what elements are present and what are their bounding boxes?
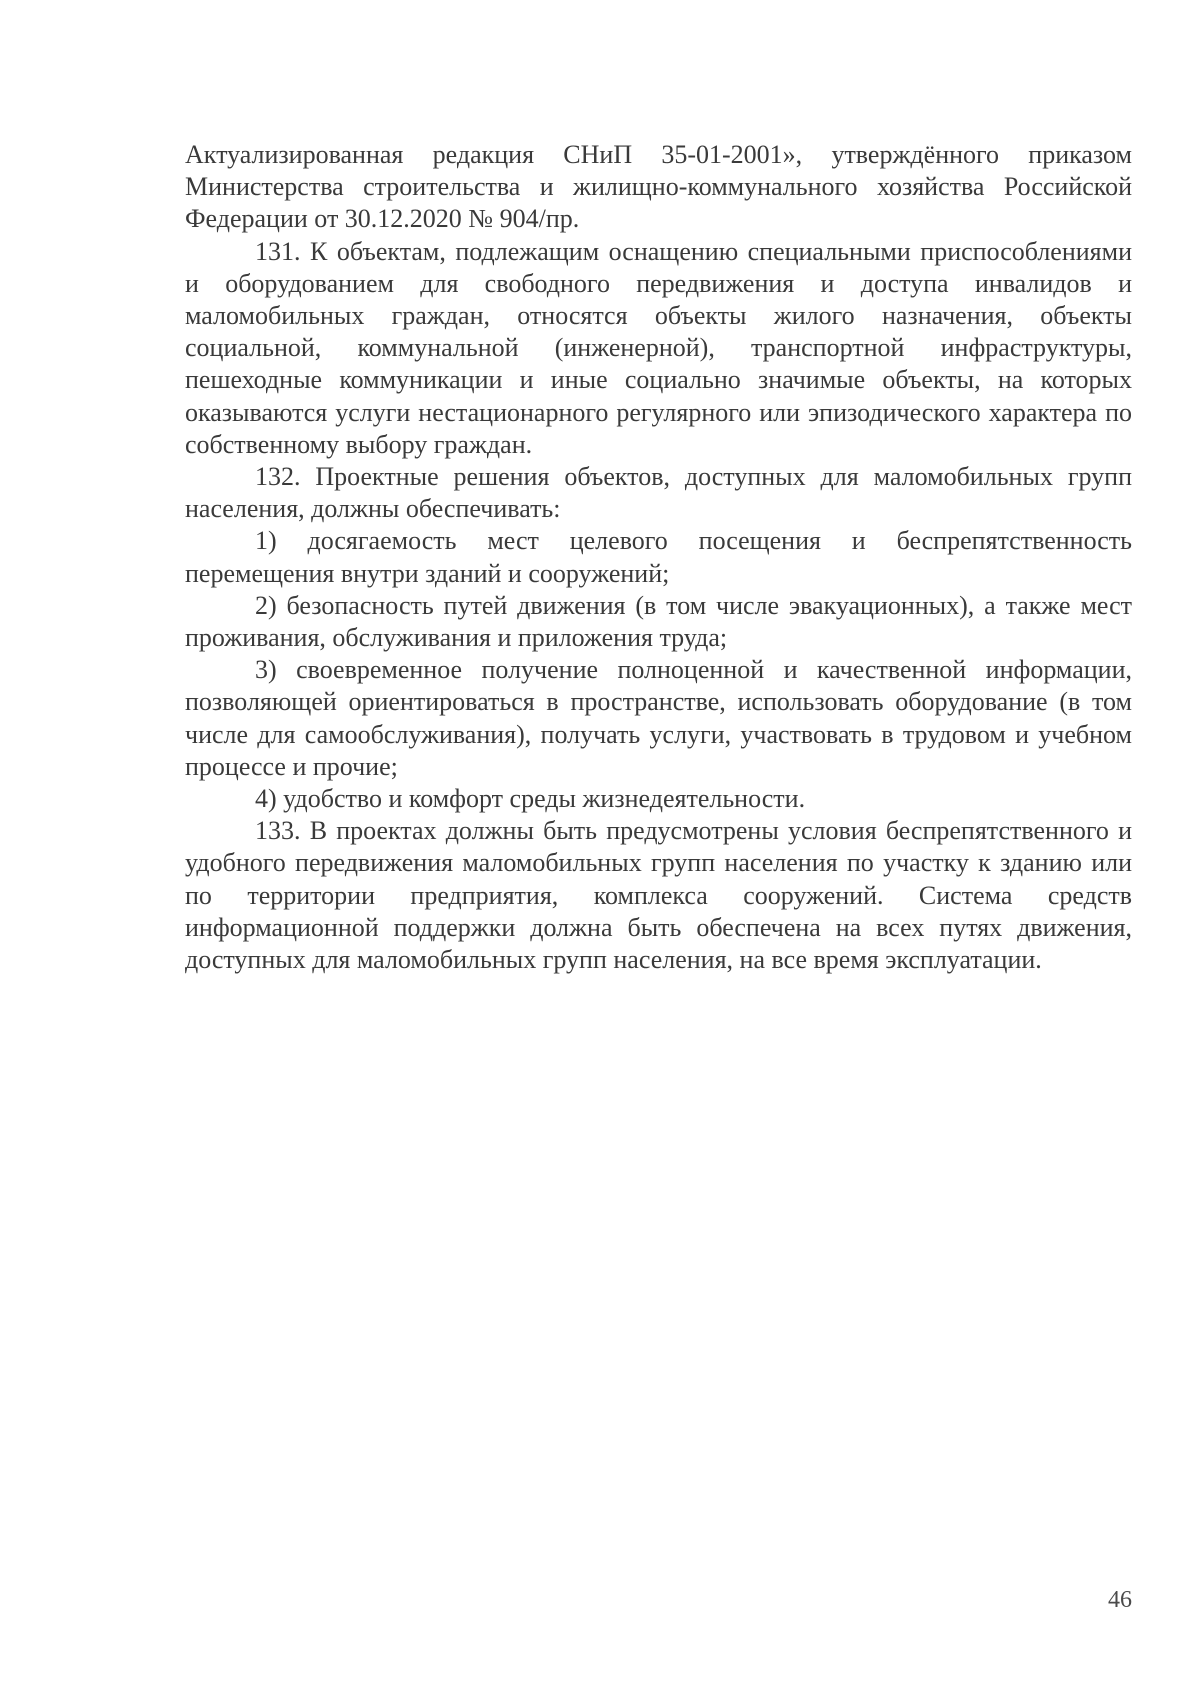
list-item-1: 1) досягаемость мест целевого посещения и беспрепятственность перемещения внутри зданий и сооружений; [185, 526, 1132, 588]
paragraph-133: 133. В проектах должны быть предусмотрены условия беспрепятственного и удобного передвижения маломобильных групп населения по участку к зданию или по территории предприятия, комплекса сооружений. Система средств информационной поддержки должна быть обеспечена на всех путях движения, доступных для маломобильных групп населения, на все время эксплуатации. [185, 816, 1132, 975]
list-item-2: 2) безопасность путей движения (в том числе эвакуационных), а также мест проживания, обслуживания и приложения труда; [185, 590, 1132, 653]
page-number: 46 [1108, 1587, 1132, 1613]
paragraph-131: 131. К объектам, подлежащим оснащению специальными приспособлениями и оборудованием для свободного передвижения и доступа инвалидов и маломобильных граждан, относятся объекты жилого назначения, объекты социальной, коммунальной (инженерной), транспортной инфраструктуры, пешеходные коммуникации и иные социально значимые объекты, на которых оказываются услуги нестационарного регулярного или эпизодического характера по собственному выбору граждан. [185, 236, 1132, 459]
document-body [185, 139, 1132, 976]
paragraph-132: 132. Проектные решения объектов, доступных для маломобильных групп населения, должны обеспечивать: [185, 462, 1132, 524]
paragraph-continuation: Актуализированная редакция СНиП 35-01-2001», утверждённого приказом Министерства строительства и жилищно-коммунального хозяйства Российской Федерации от 30.12.2020 № 904/пр. [185, 140, 1132, 234]
list-item-3: 3) своевременное получение полноценной и качественной информации, позволяющей ориентироваться в пространстве, использовать оборудование (в том числе для самообслуживания), получать услуги, участвовать в трудовом и учебном процессе и прочие; [185, 655, 1132, 781]
list-item-4: 4) удобство и комфорт среды жизнедеятельности. [255, 784, 806, 814]
